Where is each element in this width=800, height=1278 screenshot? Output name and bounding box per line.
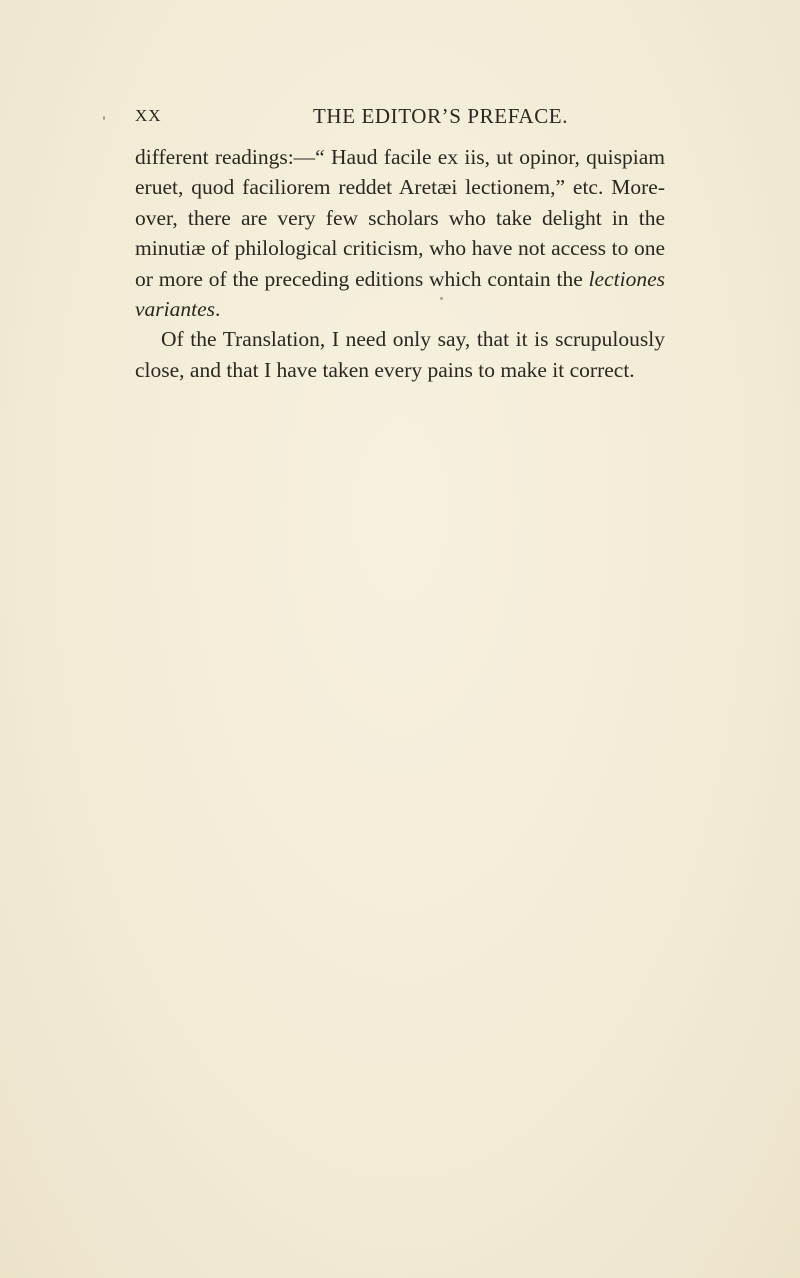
paper-speck [103,116,105,120]
italic-phrase: lectiones variantes [135,266,665,322]
paragraph: Of the Translation, I need only say, that it is scrupulously close, and that I have taken every pains to make it correct. [135,327,665,382]
body-text [135,142,665,385]
paragraph [135,142,665,324]
paragraph-text-end: . [215,297,221,322]
page-number: XX [135,106,162,125]
paragraph-text: different readings:—“ Haud facile ex iis, ut opinor, quispiam eruet, quod faciliorem reddet Aretæi lectionem,” etc. More- over, there are very few scholars who take delight in the minutiæ of philological criticism, who have not access to one or more of the preceding editions which contain the [135,145,665,291]
paper-speck [440,297,443,300]
running-head [135,104,665,132]
running-title: THE EDITOR’S PREFACE. [313,104,569,128]
